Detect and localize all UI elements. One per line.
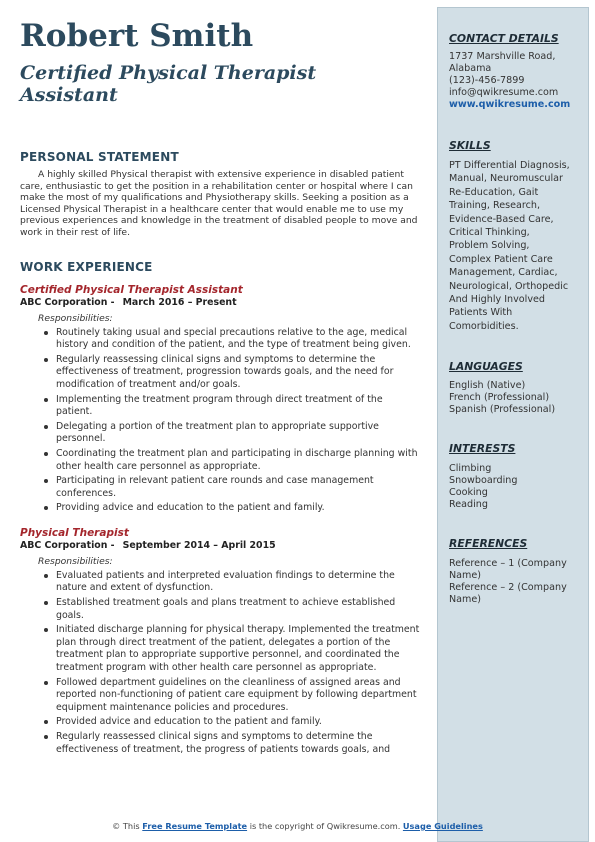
bullet-icon — [44, 479, 48, 483]
responsibilities-list — [42, 327, 420, 515]
reference-line: Name) — [449, 570, 482, 582]
website-link[interactable]: www.qwikresume.com — [449, 99, 571, 110]
bullet-icon — [44, 681, 48, 685]
list-item — [42, 448, 420, 473]
phone-number: (123)-456-7899 — [449, 75, 525, 86]
job-dates: March 2016 – Present — [122, 296, 237, 308]
list-item — [42, 502, 420, 515]
email-address[interactable]: info@qwikresume.com — [449, 87, 559, 98]
list-item-text: Regularly reassessing clinical signs and symptoms to determine the effectiveness of treatment, progression towards goals, and the need for modification of treatment and/or goals. — [56, 353, 394, 390]
list-item — [42, 475, 420, 500]
main-column — [20, 18, 420, 758]
skills-text — [449, 159, 583, 333]
personal-statement-heading: PERSONAL STATEMENT — [20, 150, 179, 164]
reference-line: Name) — [449, 594, 482, 606]
list-item-text: Evaluated patients and interpreted evaluation findings to determine the nature and extent of dysfunction. — [56, 569, 395, 594]
reference-line: Reference – 1 (Company — [449, 558, 567, 570]
language-item: Spanish (Professional) — [449, 404, 556, 416]
candidate-name: Robert Smith — [20, 18, 254, 54]
list-item-text: Initiated discharge planning for physical therapy. Implemented the treatment plan through direct treatment of the patient, delegates a portion of the treatment plan to appropriate supportive personnel, and coordinated the treatment program with other health care personnel as appropriate. — [56, 624, 420, 674]
references-heading: REFERENCES — [449, 537, 528, 551]
skills-line: Management, Cardiac, — [449, 267, 558, 279]
list-item — [42, 731, 420, 756]
footer-prefix: © This — [112, 821, 140, 831]
list-item-text: Participating in relevant patient care rounds and case management conferences. — [56, 475, 374, 499]
bullet-icon — [44, 628, 48, 632]
list-item-text: Routinely taking usual and special precautions relative to the age, medical history and condition of the patient, and the type of treatment being given. — [56, 326, 411, 351]
responsibilities-label: Responsibilities: — [38, 555, 113, 567]
job-title: Certified Physical Therapist Assistant — [20, 283, 243, 296]
list-item — [42, 327, 420, 352]
language-item: French (Professional) — [449, 392, 550, 404]
sidebar-content — [449, 32, 583, 606]
skills-line: PT Differential Diagnosis, — [449, 160, 570, 171]
footer-middle: is the copyright of Qwikresume.com. — [249, 821, 401, 831]
job-company: ABC Corporation - — [20, 296, 115, 308]
list-item-text: Coordinating the treatment plan and participating in discharge planning with other health care personnel as appropriate. — [56, 447, 418, 472]
bullet-icon — [44, 601, 48, 605]
bullet-icon — [44, 331, 48, 335]
sidebar — [437, 7, 589, 842]
bullet-icon — [44, 735, 48, 739]
list-item — [42, 624, 420, 674]
responsibilities-label: Responsibilities: — [38, 312, 113, 324]
skills-line: Critical Thinking, — [449, 227, 530, 239]
list-item — [42, 677, 420, 715]
list-item — [42, 597, 420, 622]
list-item — [42, 570, 420, 595]
list-item-text: Established treatment goals and plans treatment to achieve established goals. — [56, 597, 396, 621]
skills-line: Comorbidities. — [449, 320, 519, 332]
interest-item: Reading — [449, 499, 488, 511]
skills-line: Complex Patient Care — [449, 253, 553, 265]
job-title: Physical Therapist — [20, 526, 129, 539]
candidate-title: Certified Physical Therapist Assistant — [20, 62, 317, 106]
list-item-text: Implementing the treatment program through direct treatment of the patient. — [56, 393, 383, 418]
job-meta — [20, 297, 420, 309]
bullet-icon — [44, 506, 48, 510]
skills-line: Evidence-Based Care, — [449, 213, 554, 225]
skills-section — [449, 139, 583, 333]
bullet-icon — [44, 398, 48, 402]
responsibilities-list — [42, 570, 420, 756]
bullet-icon — [44, 425, 48, 429]
list-item — [42, 354, 420, 392]
bullet-icon — [44, 452, 48, 456]
skills-line: Re-Education, Gait — [449, 186, 539, 198]
work-experience-heading: WORK EXPERIENCE — [20, 259, 153, 274]
list-item-text: Regularly reassessed clinical signs and symptoms to determine the effectiveness of treatment, the progress of patients towards goals, and — [56, 731, 391, 755]
list-item — [42, 716, 420, 729]
bullet-icon — [44, 574, 48, 578]
interests-section — [449, 442, 583, 511]
bullet-icon — [44, 358, 48, 362]
references-section — [449, 537, 583, 606]
contact-section — [449, 32, 583, 111]
language-item: English (Native) — [449, 380, 526, 392]
job-meta — [20, 540, 420, 552]
languages-heading: LANGUAGES — [449, 360, 523, 374]
skills-line: And Highly Involved — [449, 294, 546, 306]
personal-statement-text: A highly skilled Physical therapist with extensive experience in disabled patient care, enthusiastic to get the position in a rehabilitation center or hospital where I can make the most of my qualifications and Physiotherapy skills. Seeking a position as a Licensed Physical Therapist in a healthcare center that would enable me to use my previous experiences and knowledge in the treatment of disabled people to move and work in their rest of life. — [20, 169, 418, 238]
footer — [0, 821, 595, 831]
skills-heading: SKILLS — [449, 139, 491, 152]
skills-line: Problem Solving, — [449, 240, 530, 252]
list-item-text: Providing advice and education to the patient and family. — [56, 502, 325, 514]
skills-line: Training, Research, — [449, 200, 541, 212]
skills-line: Patients With — [449, 307, 513, 319]
interest-item: Snowboarding — [449, 475, 518, 487]
skills-line: Manual, Neuromuscular — [449, 173, 563, 185]
skills-line: Neurological, Orthopedic — [449, 280, 569, 292]
interest-item: Cooking — [449, 487, 488, 499]
job-entry — [20, 284, 420, 515]
job-company: ABC Corporation - — [20, 539, 115, 551]
list-item-text: Provided advice and education to the patient and family. — [56, 716, 322, 728]
languages-section — [449, 360, 583, 416]
bullet-icon — [44, 720, 48, 724]
job-dates: September 2014 – April 2015 — [122, 539, 276, 551]
list-item — [42, 394, 420, 419]
interest-item: Climbing — [449, 463, 492, 475]
free-resume-template-link[interactable]: Free Resume Template — [142, 821, 248, 831]
address-line: 1737 Marshville Road, — [449, 51, 556, 62]
interests-heading: INTERESTS — [449, 442, 516, 456]
job-entry — [20, 527, 420, 756]
list-item — [42, 421, 420, 446]
address-line: Alabama — [449, 63, 492, 74]
reference-line: Reference – 2 (Company — [449, 582, 567, 594]
list-item-text: Followed department guidelines on the cleanliness of assigned areas and reported non-functioning of patient care equipment by following department equipment maintenance policies and procedures. — [56, 676, 417, 713]
contact-heading: CONTACT DETAILS — [449, 32, 559, 45]
list-item-text: Delegating a portion of the treatment plan to appropriate supportive personnel. — [56, 420, 379, 445]
usage-guidelines-link[interactable]: Usage Guidelines — [402, 821, 483, 831]
